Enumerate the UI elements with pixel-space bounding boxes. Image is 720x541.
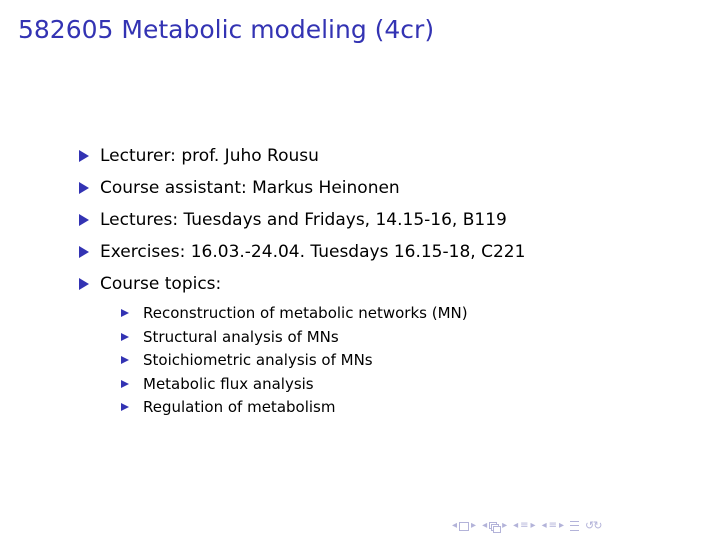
nav-left-arrow-icon[interactable]: ◂ — [482, 520, 488, 531]
subbullet-triangle-icon — [121, 333, 129, 341]
subbullet-triangle-icon — [121, 380, 129, 388]
subbullet-text: Regulation of metabolism — [143, 398, 336, 416]
slide-box-icon[interactable] — [459, 522, 469, 531]
subbullet-triangle-icon — [121, 403, 129, 411]
bullet-text: Exercises: 16.03.-24.04. Tuesdays 16.15-18, C221 — [100, 242, 526, 262]
section-nav-icon[interactable] — [542, 520, 564, 532]
subbullet-text: Stoichiometric analysis of MNs — [143, 351, 373, 369]
bullet-triangle-icon — [79, 246, 89, 258]
bullet-item-exercises — [78, 236, 698, 268]
slide-nav-icon[interactable] — [452, 520, 476, 532]
bullet-triangle-icon — [79, 278, 89, 290]
nav-right-arrow-icon[interactable]: ▸ — [471, 520, 477, 531]
bullet-text: Lecturer: prof. Juho Rousu — [100, 146, 319, 166]
subsection-lines-icon[interactable]: ≡ — [520, 520, 529, 531]
appendix-icon[interactable] — [570, 521, 579, 531]
bullet-item-course-topics — [78, 268, 698, 300]
subbullet-item — [121, 396, 698, 420]
frame-shape-icon — [493, 526, 501, 533]
bullet-list — [78, 140, 698, 420]
bullet-triangle-icon — [79, 182, 89, 194]
section-lines-icon[interactable]: ≡ — [548, 520, 557, 531]
bullet-triangle-icon — [79, 150, 89, 162]
frame-nav-icon[interactable] — [482, 520, 507, 532]
subbullet-text: Reconstruction of metabolic networks (MN) — [143, 304, 468, 322]
bullet-text: Lectures: Tuesdays and Fridays, 14.15-16, B119 — [100, 210, 507, 230]
subbullet-text: Metabolic flux analysis — [143, 374, 314, 393]
bullet-item-lectures — [78, 204, 698, 236]
subbullet-triangle-icon — [121, 309, 129, 317]
nav-right-arrow-icon[interactable]: ▸ — [502, 520, 508, 531]
nav-left-arrow-icon[interactable]: ◂ — [452, 520, 458, 531]
subbullet-list — [121, 302, 698, 420]
nav-right-arrow-icon[interactable]: ▸ — [530, 520, 536, 531]
subbullet-item — [121, 302, 698, 326]
appendix-lines-icon[interactable] — [570, 521, 579, 531]
bullet-item-lecturer — [78, 140, 698, 172]
bullet-text: Course topics: — [100, 274, 222, 294]
beamer-navigation-bar — [452, 519, 601, 533]
nav-left-arrow-icon[interactable]: ◂ — [541, 520, 547, 531]
subbullet-triangle-icon — [121, 356, 129, 364]
subbullet-item — [121, 326, 698, 350]
subsection-nav-icon[interactable] — [513, 520, 535, 532]
subbullet-item — [121, 349, 698, 373]
bullet-triangle-icon — [79, 214, 89, 226]
nav-left-arrow-icon[interactable]: ◂ — [513, 520, 519, 531]
search-loop-icon[interactable]: ↺↻ — [585, 519, 602, 532]
subbullet-text: Structural analysis of MNs — [143, 327, 339, 346]
subbullet-item — [121, 373, 698, 397]
bullet-text: Course assistant: Markus Heinonen — [100, 178, 400, 198]
slide-title: 582605 Metabolic modeling (4cr) — [18, 15, 435, 44]
frames-stack-icon[interactable] — [489, 522, 500, 531]
bullet-item-course-assistant — [78, 172, 698, 204]
search-icon[interactable] — [585, 520, 601, 532]
nav-right-arrow-icon[interactable]: ▸ — [559, 520, 565, 531]
